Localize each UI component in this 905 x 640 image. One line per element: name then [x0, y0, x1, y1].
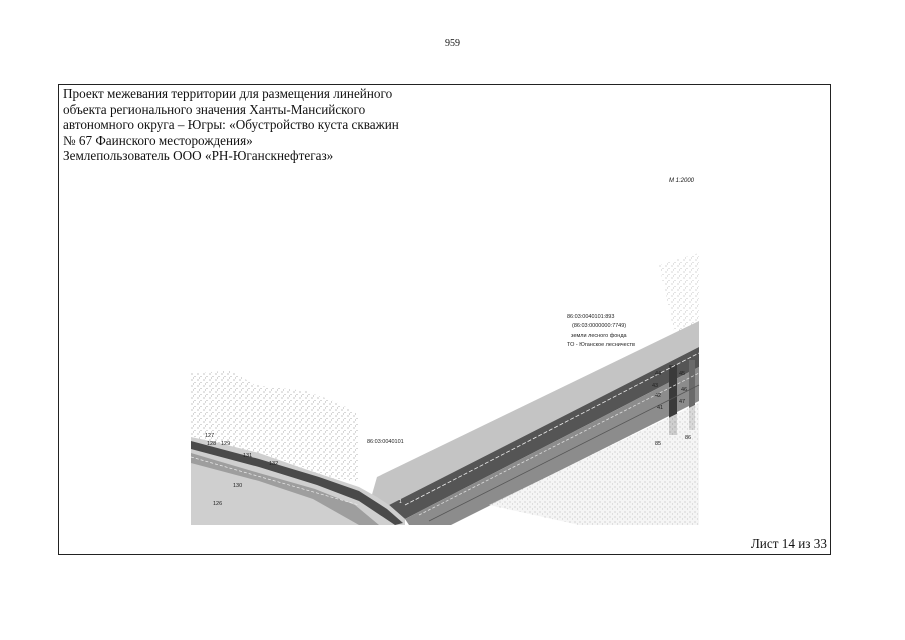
- sheet-label: Лист 14 из 33: [750, 536, 827, 551]
- point-label-126: 126: [213, 501, 223, 507]
- map-scale: М 1:2000: [669, 178, 695, 184]
- title-line-1: Проект межевания территории для размещения линейного: [63, 86, 393, 101]
- point-label-130: 130: [233, 483, 243, 489]
- parcel-note-line-4: ТО - Юганское лесничеств: [567, 342, 635, 348]
- title-line-4: № 67 Фаинского месторождения»: [63, 132, 253, 148]
- point-label-46: 46: [681, 387, 688, 393]
- point-label-43: 43: [652, 383, 659, 389]
- point-label-86: 86: [685, 435, 692, 441]
- survey-map: [59, 85, 829, 553]
- point-label-47: 47: [679, 399, 686, 405]
- page-number: 959: [445, 38, 460, 49]
- point-label-131: 131: [243, 453, 253, 459]
- parcel-note-line-1: 86:03:0040101:893: [567, 314, 615, 320]
- drawing-frame: [58, 84, 831, 555]
- point-label-132: 132: [269, 461, 279, 467]
- point-label-42: 42: [655, 393, 662, 399]
- point-label-41: 41: [657, 405, 664, 411]
- parcel-number-label: 86:03:0040101: [367, 439, 404, 445]
- point-label-45: 45: [679, 371, 686, 377]
- parcel-note-line-3: земли лесного фонда: [571, 333, 627, 339]
- forest-area-right: [659, 253, 699, 335]
- parcel-note-line-2: (86:03:0000000:7749): [572, 323, 627, 329]
- point-label-85: 85: [655, 441, 662, 447]
- title-line-2: объекта регионального значения Ханты-Мансийского: [63, 101, 366, 117]
- title-line-5: Землепользователь ООО «РН-Юганскнефтегаз»: [63, 148, 334, 163]
- point-label-127: 127: [205, 433, 215, 439]
- point-label-1: 1: [399, 499, 402, 505]
- point-label-44: 44: [655, 371, 662, 377]
- point-label-128: 128: [207, 441, 217, 447]
- point-label-129: 129: [221, 441, 231, 447]
- title-line-3: автономного округа – Югры: «Обустройство куста скважин: [63, 117, 399, 132]
